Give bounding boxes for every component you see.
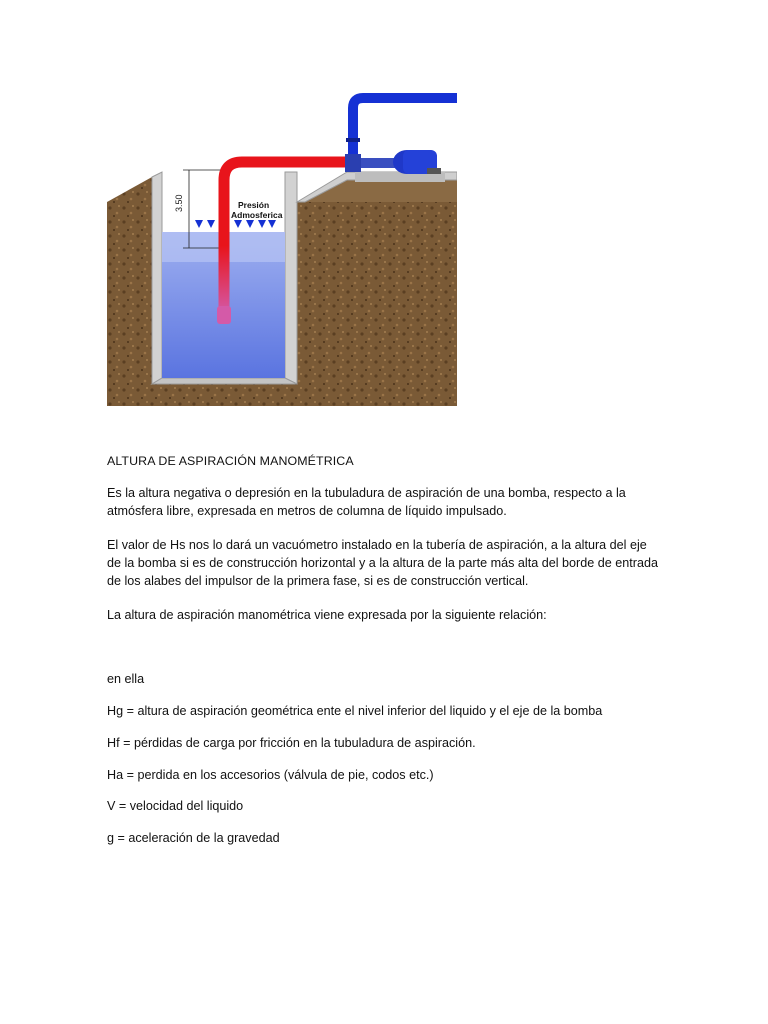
pump-suction-diagram xyxy=(107,92,457,406)
section-heading: ALTURA DE ASPIRACIÓN MANOMÉTRICA xyxy=(107,454,354,468)
tank-wall-right xyxy=(285,172,297,384)
definition-hg: Hg = altura de aspiración geométrica ente el nivel inferior del liquido y el eje de la bomba xyxy=(107,704,603,718)
paragraph-definition: Es la altura negativa o depresión en la tubuladura de aspiración de una bomba, respecto a la atmósfera libre, expresada en metros de columna de líquido impulsado. xyxy=(107,486,626,518)
tank-floor xyxy=(152,378,297,384)
pressure-arrows xyxy=(195,220,276,228)
pressure-label-line2: Admosferica xyxy=(231,210,283,220)
pressure-label-line1: Presión xyxy=(238,200,270,210)
soil-right xyxy=(297,202,457,406)
paragraph-en-ella: en ella xyxy=(107,672,145,686)
discharge-pipe xyxy=(353,98,457,154)
definition-ha: Ha = perdida en los accesorios (válvula de pie, codos etc.) xyxy=(107,768,434,782)
definition-hf: Hf = pérdidas de carga por fricción en la tubuladura de aspiración. xyxy=(107,736,476,750)
definition-g: g = aceleración de la gravedad xyxy=(107,831,280,845)
paragraph-relation: La altura de aspiración manométrica viene expresada por la siguiente relación: xyxy=(107,608,547,622)
tank-wall-left xyxy=(152,172,162,384)
foot-valve xyxy=(217,306,231,324)
soil-left xyxy=(107,177,152,406)
pump xyxy=(345,150,441,174)
paragraph-vacuometer: El valor de Hs nos lo dará un vacuómetro instalado en la tubería de aspiración, a la altura del eje de la bomba si es de construcción horizontal y a la altura de la parte más alta del borde de entrada de los alabes del impulsor de la primera fase, si es de construcción vertical. xyxy=(107,538,658,588)
dimension-label: 3.50 xyxy=(174,194,184,212)
definition-v: V = velocidad del liquido xyxy=(107,799,244,813)
discharge-flange xyxy=(346,138,360,142)
